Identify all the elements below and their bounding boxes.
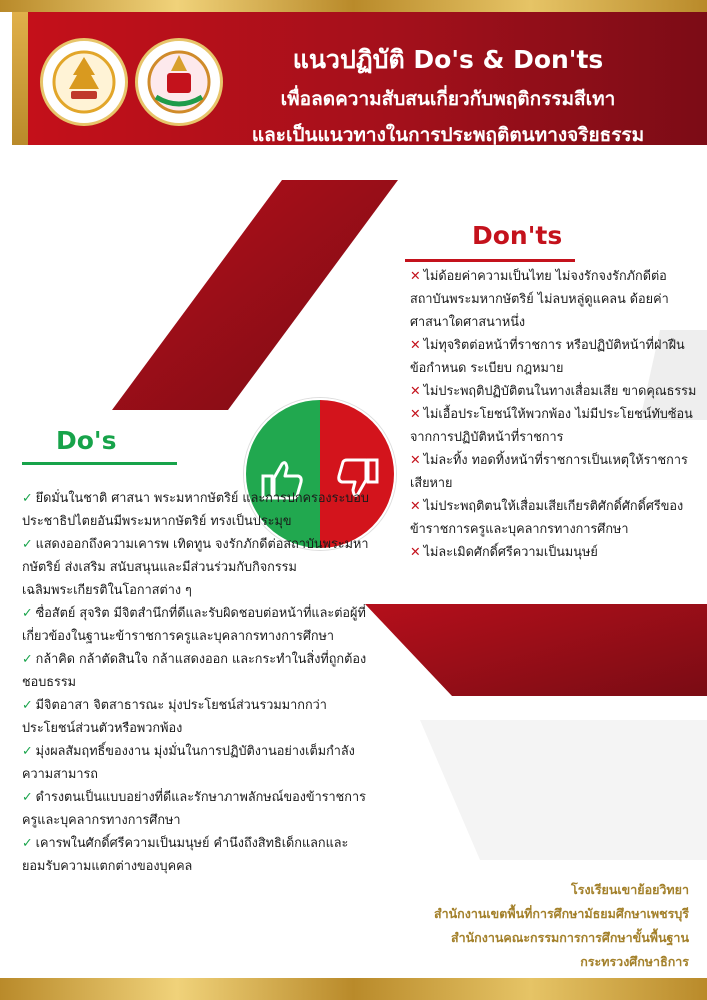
list-item: ✓ ยึดมั่นในชาติ ศาสนา พระมหากษัตริย์ และการปกครองระบอบประชาธิปไตยอันมีพระมหากษัตริย์ ทรงเป็นประมุข [22,490,369,528]
check-icon: ✓ [22,536,33,551]
cross-icon: ✕ [410,383,421,398]
school-logo-icon [135,38,223,126]
header-subtitle-2: และเป็นแนวทางในการประพฤติตนทางจริยธรรม [251,124,645,146]
bottom-gold-bar [0,978,707,1000]
check-icon: ✓ [22,743,33,758]
list-item: ✕ ไม่ด้อยค่าความเป็นไทย ไม่จงรักจงรักภักดีต่อสถาบันพระมหากษัตริย์ ไม่ลบหลู่ดูแคลน ด้อยค่า ศาสนาใดศาสนาหนึ่ง [410,268,669,329]
red-diagonal-band-bottom [365,604,707,696]
check-icon: ✓ [22,835,33,850]
list-item: ✓ ดำรงตนเป็นแบบอย่างที่ดีและรักษาภาพลักษณ์ของข้าราชการครูและบุคลากรทางการศึกษา [22,789,366,827]
list-item: ✓ กล้าคิด กล้าตัดสินใจ กล้าแสดงออก และกระทำในสิ่งที่ถูกต้องชอบธรรม [22,651,367,689]
donts-heading: Don'ts [472,221,563,250]
footer-area-office: สำนักงานเขตพื้นที่การศึกษามัธยมศึกษาเพชรบุรี [433,906,689,921]
list-item: ✕ ไม่ละเมิดศักดิ์ศรีความเป็นมนุษย์ [410,544,598,559]
footer-school-name: โรงเรียนเขาย้อยวิทยา [571,882,689,897]
donts-list [410,264,700,563]
gray-shape-bottom [420,720,707,860]
list-item: ✓ แสดงออกถึงความเคารพ เทิดทูน จงรักภักดีต่อสถาบันพระมหากษัตริย์ ส่งเสริม สนับสนุนและมีส่วนร่วมกับกิจกรรมเฉลิมพระเกียรติในโอกาสต่าง ๆ [22,536,369,597]
list-item: ✓ ซื่อสัตย์ สุจริต มีจิตสำนึกที่ดีและรับผิดชอบต่อหน้าที่และต่อผู้ที่เกี่ยวข้องในฐานะข้าราชการครูและบุคลากรทางการศึกษา [22,605,366,643]
header-banner [28,12,707,145]
list-item: ✕ ไม่ประพฤติปฏิบัติตนในทางเสื่อมเสีย ขาดคุณธรรม [410,383,697,398]
footer-basic-education-office: สำนักงานคณะกรรมการการศึกษาขั้นพื้นฐาน [450,930,689,945]
emblem-logo-icon [40,38,128,126]
check-icon: ✓ [22,490,33,505]
check-icon: ✓ [22,651,33,666]
cross-icon: ✕ [410,498,421,513]
list-item: ✕ ไม่ประพฤติตนให้เสื่อมเสียเกียรติศักดิ์ศักดิ์ศรีของข้าราชการครูและบุคลากรทางการศึกษา [410,498,684,536]
list-item: ✕ ไม่ละทิ้ง ทอดทิ้งหน้าที่ราชการเป็นเหตุให้ราชการ เสียหาย [410,452,688,490]
dos-heading: Do's [56,426,117,455]
list-item: ✓ มุ่งผลสัมฤทธิ์ของงาน มุ่งมั่นในการปฏิบัติงานอย่างเต็มกำลังความสามารถ [22,743,355,781]
header-title: แนวปฏิบัติ Do's & Don'ts [292,45,604,74]
header-subtitle-1: เพื่อลดความสับสนเกี่ยวกับพฤติกรรมสีเทา [280,88,616,110]
check-icon: ✓ [22,605,33,620]
list-item: ✕ ไม่เอื้อประโยชน์ให้พวกพ้อง ไม่มีประโยชน์ทับซ้อนจากการปฏิบัติหน้าที่ราชการ [410,406,693,444]
list-item: ✓ มีจิตอาสา จิตสาธารณะ มุ่งประโยชน์ส่วนรวมมากกว่าประโยชน์ส่วนตัวหรือพวกพ้อง [22,697,327,735]
cross-icon: ✕ [410,544,421,559]
list-item: ✕ ไม่ทุจริตต่อหน้าที่ราชการ หรือปฏิบัติหน้าที่ฝ่าฝืน ข้อกำหนด ระเบียบ กฎหมาย [410,337,685,375]
footer-ministry: กระทรวงศึกษาธิการ [580,954,689,969]
cross-icon: ✕ [410,452,421,467]
red-diagonal-band-top [112,180,398,410]
footer-organization [434,878,689,974]
dos-underline [22,462,177,465]
cross-icon: ✕ [410,406,421,421]
cross-icon: ✕ [410,268,421,283]
list-item: ✓ เคารพในศักดิ์ศรีความเป็นมนุษย์ คำนึงถึงสิทธิเด็กแลกและยอมรับความแตกต่างของบุคคล [22,835,349,873]
check-icon: ✓ [22,697,33,712]
check-icon: ✓ [22,789,33,804]
dos-list [22,486,372,877]
cross-icon: ✕ [410,337,421,352]
donts-underline [405,259,575,262]
